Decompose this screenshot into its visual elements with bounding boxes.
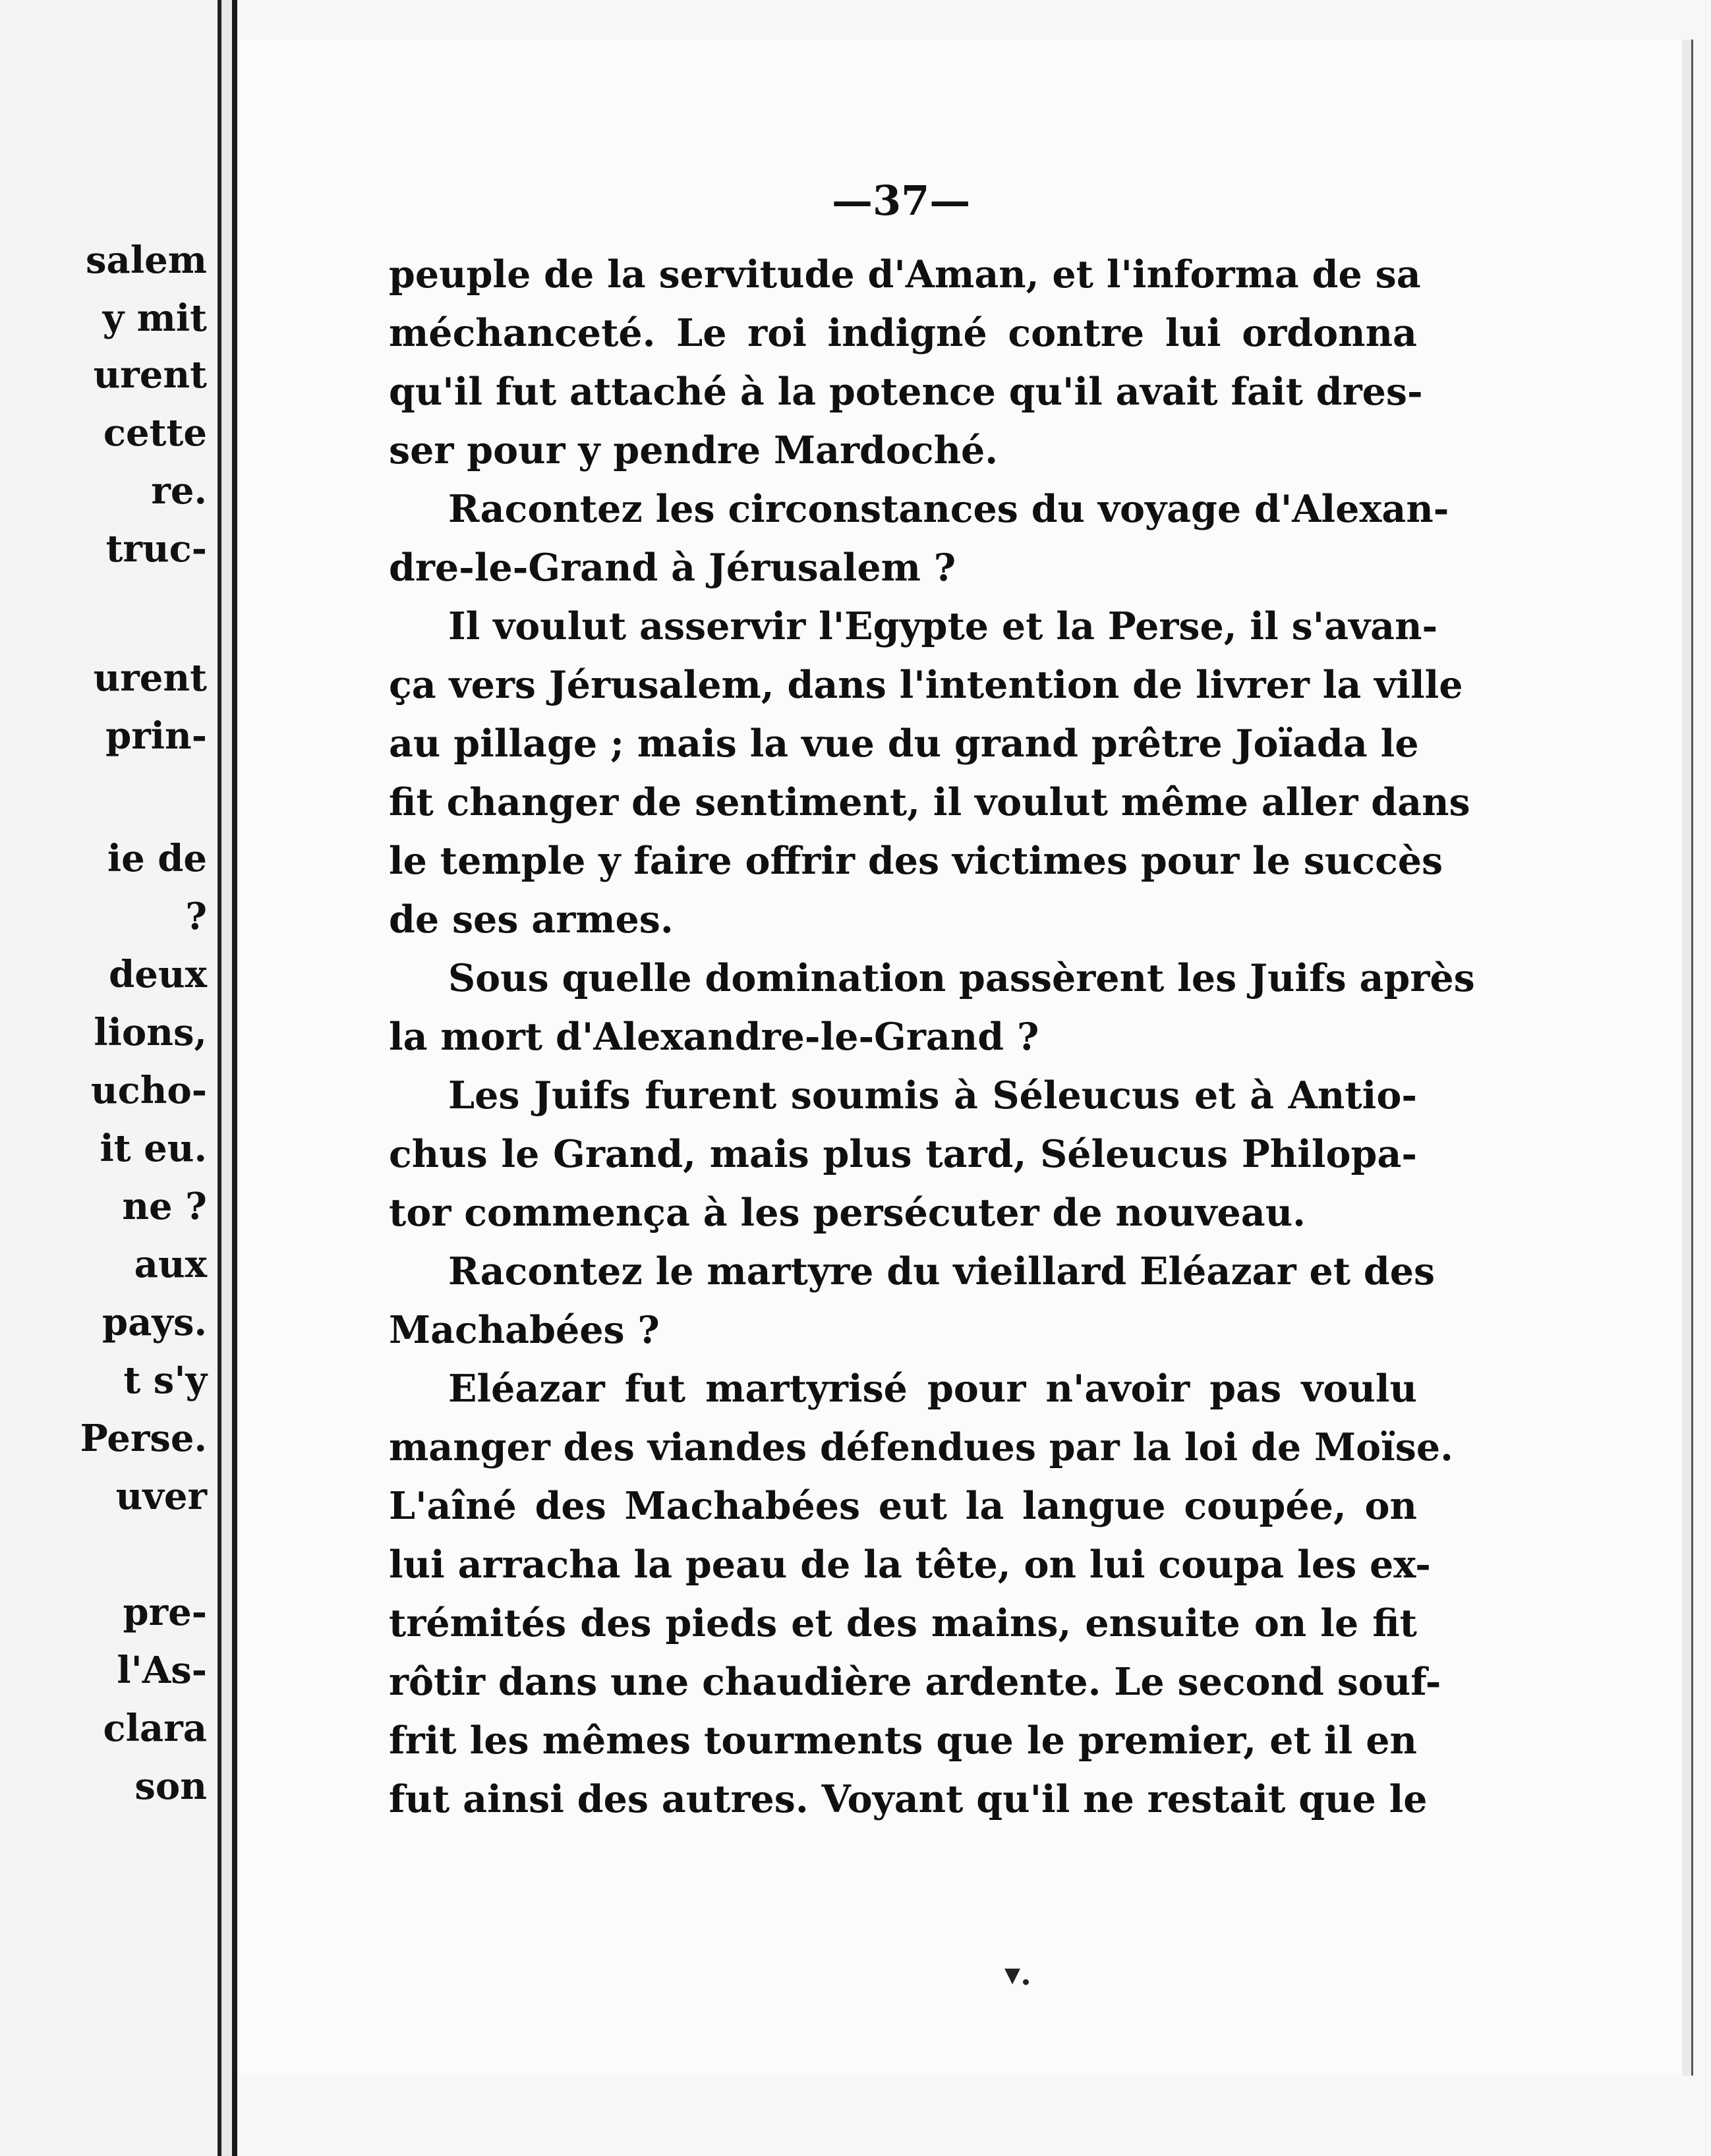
text-line: peuple de la servitude d'Aman, et l'informa de sa [389,252,1421,297]
left-line: urent [93,656,207,700]
left-line: y mit [102,297,207,340]
text-line: lui arracha la peau de la tête, on lui coupa les ex- [389,1543,1431,1587]
question-line: Racontez le martyre du vieillard Eléazar et des [448,1249,1436,1293]
left-line: ? [185,895,207,938]
left-line: urent [93,353,207,397]
text-line: fit changer de sentiment, il voulut même aller dans [389,780,1470,824]
text-line: L'aîné des Machabées eut la langue coupée, on [389,1484,1417,1528]
question-line: la mort d'Alexandre-le-Grand ? [389,1015,1039,1059]
left-line: truc- [105,527,207,571]
left-line: clara [103,1707,207,1750]
question-line: Sous quelle domination passèrent les Juifs après [448,956,1475,1000]
text-line: fut ainsi des autres. Voyant qu'il ne restait que le [389,1777,1428,1821]
left-line: t s'y [123,1359,207,1402]
left-page-fragment [0,0,218,2156]
left-line: ne ? [122,1185,207,1228]
text-line: Eléazar fut martyrisé pour n'avoir pas voulu [448,1367,1417,1411]
page-number: —37— [832,177,971,225]
left-line: it eu. [100,1127,207,1170]
text-line: tor commença à les persécuter de nouveau. [389,1191,1306,1235]
text-line: au pillage ; mais la vue du grand prêtre Joïada le [389,722,1419,766]
text-line: méchanceté. Le roi indigné contre lui ordonna [389,311,1417,355]
left-line: ie de [107,837,207,880]
left-line: re. [151,469,207,513]
question-line: Machabées ? [389,1308,660,1352]
left-line: ucho- [90,1069,207,1112]
text-line: frit les mêmes tourments que le premier, et il en [389,1718,1417,1763]
text-line: Il voulut asservir l'Egypte et la Perse, il s'avan- [448,604,1438,648]
page-edge [1682,40,1693,2076]
text-line: ça vers Jérusalem, dans l'intention de livrer la ville [389,663,1463,707]
left-line: lions, [94,1011,207,1054]
left-line: pre- [123,1591,207,1634]
text-line: Les Juifs furent soumis à Séleucus et à Antio- [448,1073,1417,1118]
text-line: le temple y faire offrir des victimes pour le succès [389,839,1443,883]
text-line: rôtir dans une chaudière ardente. Le second souf- [389,1660,1441,1704]
left-line: Perse. [80,1417,207,1460]
text-line: trémités des pieds et des mains, ensuite on le fit [389,1601,1417,1645]
left-line: deux [109,953,207,996]
left-line: cette [103,411,207,455]
left-line: prin- [105,714,207,758]
question-line: Racontez les circonstances du voyage d'Alexan- [448,487,1449,531]
left-line: l'As- [117,1649,207,1692]
footer-mark: ▾. [1004,1956,1031,1993]
text-line: de ses armes. [389,897,674,942]
body-text [389,245,1475,1829]
left-line: salem [86,239,207,282]
text-line: manger des viandes défendues par la loi de Moïse. [389,1425,1453,1469]
left-line: uver [115,1475,207,1518]
text-line: chus le Grand, mais plus tard, Séleucus Philopa- [389,1132,1417,1176]
left-line: pays. [102,1301,207,1344]
text-line: qu'il fut attaché à la potence qu'il avait fait dres- [389,370,1423,414]
book-gutter [218,0,237,2156]
question-line: dre-le-Grand à Jérusalem ? [389,546,956,590]
left-line: aux [134,1243,207,1286]
text-line: ser pour y pendre Mardoché. [389,428,999,472]
left-line: son [134,1765,207,1808]
